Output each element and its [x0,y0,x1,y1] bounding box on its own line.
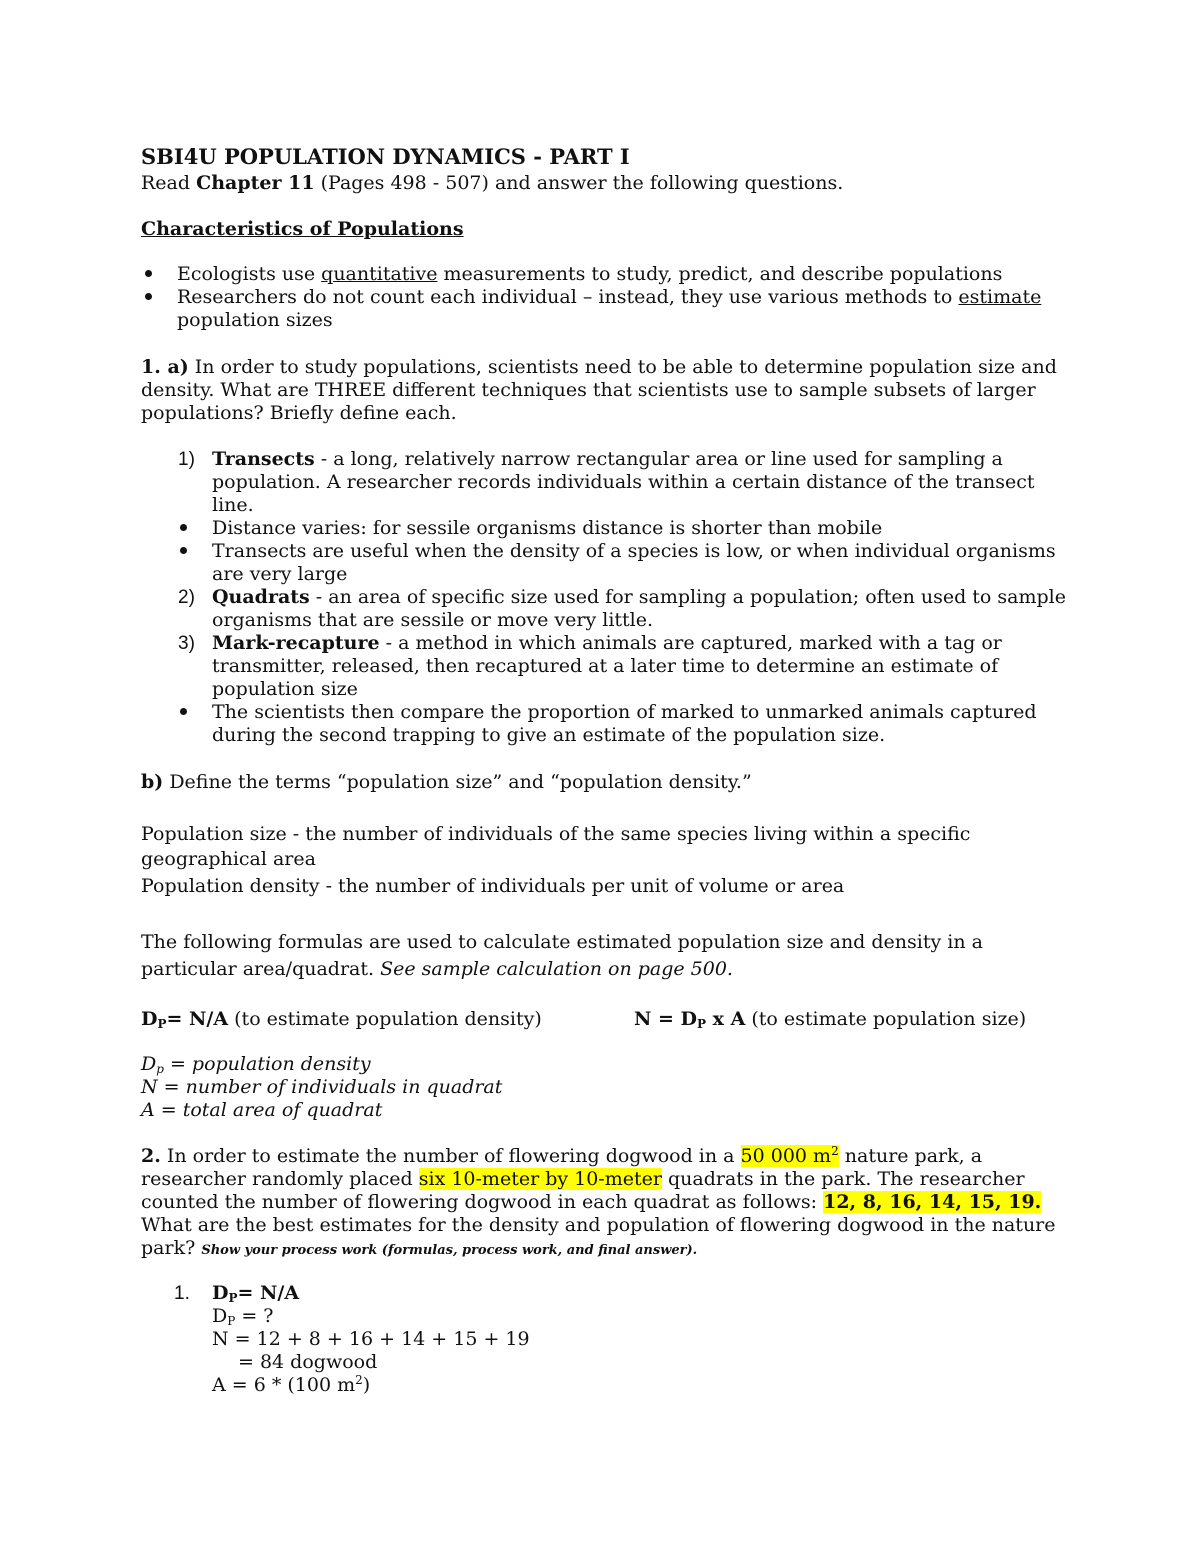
technique-transects-line2: population. A researcher records individuals within a certain distance of the transect [212,471,1035,493]
definition-population-density: Population density - the number of individuals per unit of volume or area [141,875,845,897]
question-2-line2: researcher randomly placed six 10-meter by 10-meter quadrats in the park. The researcher [141,1168,1025,1190]
question-2: 2. In order to estimate the number of flowering dogwood in a 50 000 $m^2$ nature park, a [141,1144,983,1167]
formulas-intro: The following formulas are used to calculate estimated population size and density in a [141,931,983,953]
section-heading: Characteristics of Populations [141,218,464,240]
question-1a-line3: populations? Briefly define each. [141,402,457,424]
bullet-icon [180,524,187,531]
list-number: 1) [178,449,195,470]
bullet-item-quantitative: Ecologists use quantitative measurements to study, predict, and describe populations [177,263,1003,285]
legend-density: $D_p$ = population density [141,1053,371,1076]
page-title: SBI4U POPULATION DYNAMICS - PART I [141,144,630,169]
question-2-line4: What are the best estimates for the density and population of flowering dogwood in the nature [141,1214,1056,1236]
bullet-item-estimate: Researchers do not count each individual – instead, they use various methods to estimate [177,286,1042,308]
technique-transects-line3: line. [212,494,254,516]
mark-recapture-note: The scientists then compare the proportion of marked to unmarked animals captured [212,701,1037,723]
technique-quadrats-line2: organisms that are sessile or move very little. [212,609,654,631]
bullet-icon [180,547,187,554]
question-1b: b) Define the terms “population size” and “population density.” [141,771,752,793]
answer-formula: $D_P= N/A$ [212,1282,300,1305]
definition-population-size-cont: geographical area [141,848,316,870]
definition-population-size: Population size - the number of individuals of the same species living within a specific [141,823,971,845]
reading-instruction: Read Chapter 11 (Pages 498 - 507) and answer the following questions. [141,172,844,194]
list-number: 3) [178,633,195,654]
highlight: 50 000 $m^2$ [740,1144,839,1167]
transects-note-density-cont: are very large [212,563,348,585]
list-number: 2) [178,587,195,608]
answer-sum-result: = 84 dogwood [238,1351,378,1373]
list-number: 1. [174,1283,190,1304]
highlight: six 10-meter by 10-meter [418,1168,662,1190]
legend-area: A = total area of quadrat [141,1099,383,1121]
bullet-item-estimate-cont: population sizes [177,309,333,331]
legend-number: N = number of individuals in quadrat [141,1076,503,1098]
formula-density: $D_P= N/A$ (to estimate population density) [141,1008,542,1031]
bullet-icon [145,270,152,277]
answer-area: A = 6 * (100 $m^2$) [212,1373,371,1396]
technique-quadrats: Quadrats - an area of specific size used for sampling a population; often used to sample [212,586,1066,608]
formula-size: $N = D_P$ x A (to estimate population size) [634,1008,1027,1031]
question-1a: 1. a) In order to study populations, scientists need to be able to determine population size and [141,356,1057,378]
technique-mark-recapture: Mark-recapture - a method in which animals are captured, marked with a tag or [212,632,1002,654]
highlight: 12, 8, 16, 14, 15, 19. [823,1191,1042,1213]
technique-mark-recapture-line2: transmitter, released, then recaptured at a later time to determine an estimate of [212,655,999,677]
answer-unknown: $D_P$ = ? [212,1305,274,1328]
question-2-line5: park? Show your process work (formulas, process work, and final answer). [141,1237,698,1259]
technique-mark-recapture-line3: population size [212,678,358,700]
answer-sum: N = 12 + 8 + 16 + 14 + 15 + 19 [212,1328,530,1350]
question-2-line3: counted the number of flowering dogwood in each quadrat as follows: 12, 8, 16, 14, 15, 19. [141,1191,1042,1213]
bullet-icon [180,708,187,715]
technique-transects: Transects - a long, relatively narrow rectangular area or line used for sampling a [212,448,1003,470]
bullet-icon [145,293,152,300]
mark-recapture-note-cont: during the second trapping to give an estimate of the population size. [212,724,886,746]
transects-note-density: Transects are useful when the density of a species is low, or when individual organisms [212,540,1056,562]
transects-note-distance: Distance varies: for sessile organisms distance is shorter than mobile [212,517,883,539]
formulas-intro-cont: particular area/quadrat. See sample calculation on page 500. [141,958,733,980]
question-1a-line2: density. What are THREE different techniques that scientists use to sample subsets of larger [141,379,1036,401]
